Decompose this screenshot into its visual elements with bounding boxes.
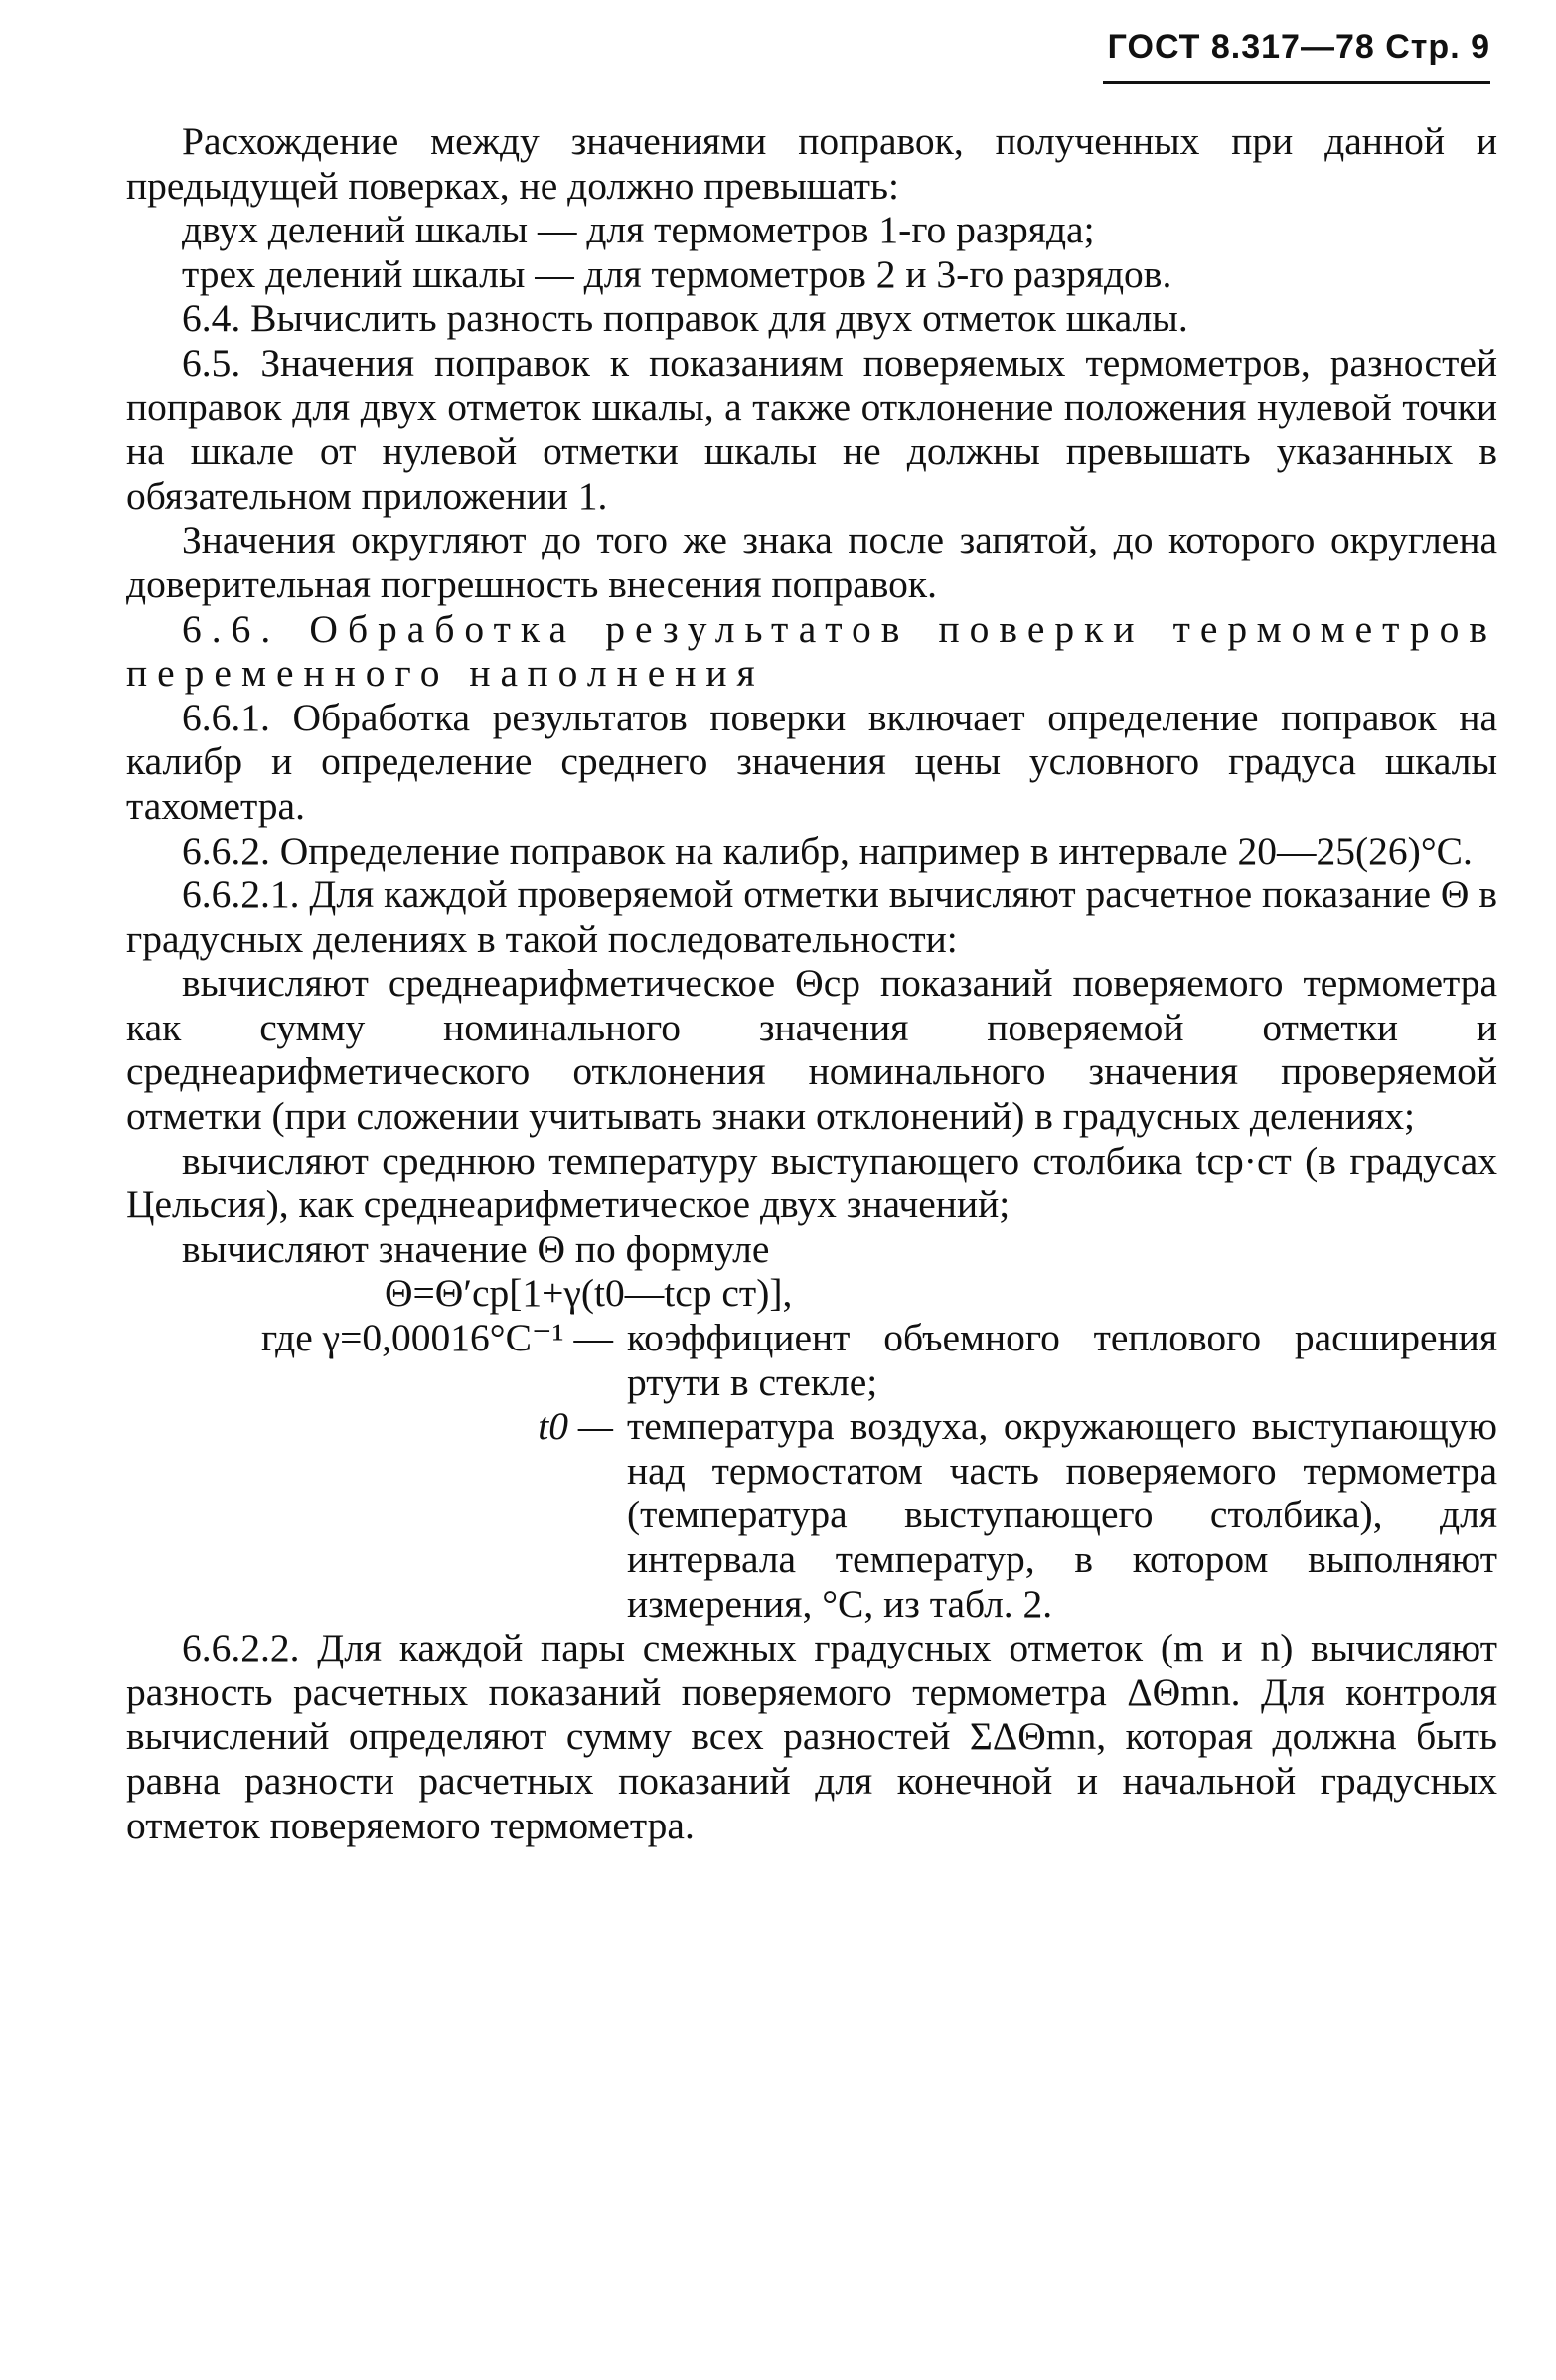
section-6-6-1: 6.6.1. Обработка результатов поверки включает определение поправок на калибр и определение среднего значения цены условного градуса шкалы тахометра.	[126, 695, 1497, 828]
paragraph: Расхождение между значениями поправок, полученных при данной и предыдущей поверках, не должно превышать:	[126, 119, 1497, 208]
section-6-6-heading: 6.6. Обработка результатов поверки термометров переменного наполнения	[126, 606, 1497, 696]
section-6-6-2-1: 6.6.2.1. Для каждой проверяемой отметки вычисляют расчетное показание Θ в градусных делениях в такой последовательности:	[126, 873, 1497, 961]
formula-legend-gamma	[126, 1316, 1497, 1404]
paragraph: вычисляют значение Θ по формуле	[182, 1226, 770, 1271]
section-6-4: 6.4. Вычислить разность поправок для двух отметок шкалы.	[182, 296, 1188, 341]
paragraph: вычисляют среднюю температуру выступающего столбика tср·ст (в градусах Цельсия), как среднеарифметическое двух значений;	[126, 1138, 1497, 1227]
paragraph: Значения округляют до того же знака после запятой, до которого округлена доверительная погрешность внесения поправок.	[126, 518, 1497, 606]
header-rule	[1103, 81, 1490, 84]
paragraph: трех делений шкалы — для термометров 2 и 3-го разрядов.	[182, 251, 1172, 296]
document-body	[126, 119, 1497, 1847]
legend-label: где γ=0,00016°С⁻¹ —	[260, 1316, 613, 1360]
legend-text: коэффициент объемного теплового расширения ртути в стекле;	[627, 1316, 1497, 1404]
formula-legend-t0	[126, 1404, 1497, 1626]
legend-text: температура воздуха, окружающего выступающую над термостатом часть поверяемого термометра (температура выступающего столбика), для интервала температур, в котором выполняют измерения, °С, из табл. 2.	[627, 1404, 1497, 1626]
paragraph: вычисляют среднеарифметическое Θср показаний поверяемого термометра как сумму номинального значения поверяемой отметки и среднеарифметического отклонения номинального значения проверяемой отметки (при сложении учитывать знаки отклонений) в градусных делениях;	[126, 961, 1497, 1139]
section-6-6-2: 6.6.2. Определение поправок на калибр, например в интервале 20—25(26)°С.	[182, 828, 1473, 873]
page-header: ГОСТ 8.317—78 Стр. 9	[1107, 28, 1490, 66]
section-6-6-2-2: 6.6.2.2. Для каждой пары смежных градусных отметок (m и n) вычисляют разность расчетных показаний поверяемого термометра ΔΘmn. Для контроля вычислений определяют сумму всех разностей ΣΔΘmn, которая должна быть равна разности расчетных показаний для конечной и начальной градусных отметок поверяемого термометра.	[126, 1626, 1497, 1847]
section-6-5: 6.5. Значения поправок к показаниям поверяемых термометров, разностей поправок для двух отметок шкалы, а также отклонение положения нулевой точки на шкале от нулевой отметки шкалы не должны превышать указанных в обязательном приложении 1.	[126, 340, 1497, 518]
formula: Θ=Θ′ср[1+γ(t0—tср ст)],	[385, 1271, 793, 1316]
legend-label: t0 —	[538, 1404, 613, 1449]
paragraph: двух делений шкалы — для термометров 1-го разряда;	[182, 208, 1095, 252]
